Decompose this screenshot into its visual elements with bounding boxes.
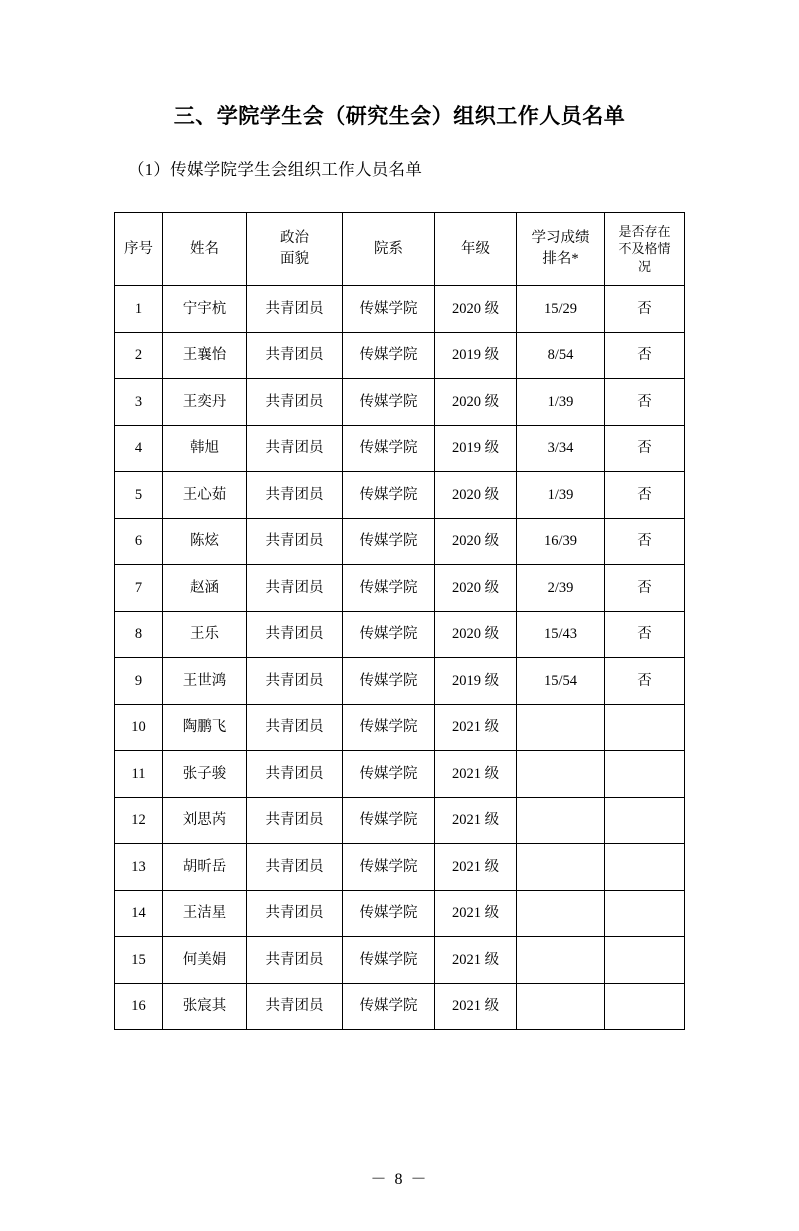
cell-political-status: 共青团员 [247,518,343,565]
column-header-rank-line1: 学习成绩 [531,229,590,246]
cell-rank [517,937,605,984]
table-row [115,379,685,426]
cell-name: 王乐 [163,611,247,658]
cell-failing: 否 [605,379,685,426]
cell-department: 传媒学院 [343,286,435,333]
cell-index: 10 [115,704,163,751]
table-row [115,797,685,844]
cell-grade: 2021 级 [435,844,517,891]
cell-grade: 2019 级 [435,332,517,379]
table-body [115,286,685,1030]
document-page [0,100,799,1231]
cell-failing: 否 [605,425,685,472]
cell-political-status: 共青团员 [247,937,343,984]
cell-political-status: 共青团员 [247,425,343,472]
cell-political-status: 共青团员 [247,983,343,1030]
cell-name: 陶鹏飞 [163,704,247,751]
table-row [115,425,685,472]
section-subtitle: （1）传媒学院学生会组织工作人员名单 [128,160,423,179]
cell-department: 传媒学院 [343,751,435,798]
cell-department: 传媒学院 [343,844,435,891]
cell-department: 传媒学院 [343,379,435,426]
cell-political-status: 共青团员 [247,611,343,658]
table-row [115,565,685,612]
cell-grade: 2019 级 [435,658,517,705]
table-header-row [115,213,685,286]
cell-name: 何美娟 [163,937,247,984]
table-row [115,937,685,984]
cell-index: 7 [115,565,163,612]
cell-rank [517,751,605,798]
column-header-failing-line3: 况 [637,258,651,274]
cell-failing [605,844,685,891]
column-header-political-status [247,213,343,286]
column-header-rank-line2: 排名* [542,251,579,267]
column-header-rank [517,213,605,286]
column-header-political-status-line1: 政治 [280,229,309,246]
cell-failing: 否 [605,565,685,612]
cell-failing: 否 [605,332,685,379]
cell-rank: 3/34 [517,425,605,472]
cell-index: 3 [115,379,163,426]
cell-name: 胡昕岳 [163,844,247,891]
cell-failing: 否 [605,286,685,333]
cell-department: 传媒学院 [343,518,435,565]
cell-rank: 15/54 [517,658,605,705]
cell-department: 传媒学院 [343,797,435,844]
page-title: 三、学院学生会（研究生会）组织工作人员名单 [173,104,626,128]
column-header-failing-line1: 是否存在 [618,223,671,239]
table-row [115,286,685,333]
cell-index: 4 [115,425,163,472]
cell-rank [517,844,605,891]
cell-name: 王世鸿 [163,658,247,705]
cell-name: 王洁星 [163,890,247,937]
cell-department: 传媒学院 [343,332,435,379]
cell-name: 王襄怡 [163,332,247,379]
table-row [115,983,685,1030]
cell-index: 1 [115,286,163,333]
cell-grade: 2020 级 [435,286,517,333]
cell-political-status: 共青团员 [247,658,343,705]
cell-political-status: 共青团员 [247,332,343,379]
cell-political-status: 共青团员 [247,751,343,798]
cell-failing: 否 [605,611,685,658]
cell-grade: 2020 级 [435,518,517,565]
cell-failing [605,983,685,1030]
cell-failing [605,797,685,844]
cell-rank: 16/39 [517,518,605,565]
cell-grade: 2021 级 [435,797,517,844]
cell-rank: 8/54 [517,332,605,379]
cell-rank: 15/43 [517,611,605,658]
column-header-failing [605,213,685,286]
cell-department: 传媒学院 [343,472,435,519]
cell-rank [517,797,605,844]
cell-failing [605,751,685,798]
cell-political-status: 共青团员 [247,890,343,937]
table-row [115,890,685,937]
table-row [115,611,685,658]
cell-failing [605,890,685,937]
cell-department: 传媒学院 [343,565,435,612]
column-header-grade: 年级 [435,213,517,286]
cell-index: 16 [115,983,163,1030]
cell-name: 陈炫 [163,518,247,565]
column-header-failing-line2: 不及格情 [618,241,671,257]
cell-name: 王心茹 [163,472,247,519]
cell-grade: 2020 级 [435,379,517,426]
cell-failing: 否 [605,472,685,519]
cell-grade: 2021 级 [435,751,517,798]
cell-department: 传媒学院 [343,890,435,937]
cell-rank [517,983,605,1030]
cell-index: 14 [115,890,163,937]
cell-rank [517,890,605,937]
cell-grade: 2021 级 [435,890,517,937]
cell-grade: 2020 级 [435,611,517,658]
cell-political-status: 共青团员 [247,472,343,519]
table-row [115,844,685,891]
cell-department: 传媒学院 [343,425,435,472]
column-header-index: 序号 [115,213,163,286]
cell-political-status: 共青团员 [247,379,343,426]
cell-index: 13 [115,844,163,891]
cell-political-status: 共青团员 [247,797,343,844]
cell-index: 9 [115,658,163,705]
cell-name: 韩旭 [163,425,247,472]
table-row [115,751,685,798]
cell-political-status: 共青团员 [247,844,343,891]
cell-name: 宁宇杭 [163,286,247,333]
cell-name: 张宸其 [163,983,247,1030]
cell-political-status: 共青团员 [247,565,343,612]
column-header-name: 姓名 [163,213,247,286]
cell-failing: 否 [605,658,685,705]
cell-rank: 1/39 [517,379,605,426]
roster-table-container [0,212,799,1030]
cell-rank: 1/39 [517,472,605,519]
cell-name: 赵涵 [163,565,247,612]
cell-grade: 2021 级 [435,704,517,751]
cell-rank [517,704,605,751]
cell-failing [605,704,685,751]
cell-political-status: 共青团员 [247,704,343,751]
cell-name: 刘思芮 [163,797,247,844]
cell-grade: 2020 级 [435,472,517,519]
cell-department: 传媒学院 [343,704,435,751]
table-row [115,472,685,519]
cell-index: 2 [115,332,163,379]
table-row [115,704,685,751]
cell-rank: 2/39 [517,565,605,612]
column-header-political-status-line2: 面貌 [280,251,309,267]
table-row [115,332,685,379]
cell-grade: 2020 级 [435,565,517,612]
cell-name: 王奕丹 [163,379,247,426]
table-row [115,658,685,705]
cell-failing [605,937,685,984]
cell-department: 传媒学院 [343,611,435,658]
table-row [115,518,685,565]
cell-index: 8 [115,611,163,658]
cell-index: 6 [115,518,163,565]
cell-failing: 否 [605,518,685,565]
cell-department: 传媒学院 [343,937,435,984]
cell-grade: 2019 级 [435,425,517,472]
cell-rank: 15/29 [517,286,605,333]
cell-grade: 2021 级 [435,983,517,1030]
cell-index: 11 [115,751,163,798]
cell-index: 15 [115,937,163,984]
cell-department: 传媒学院 [343,983,435,1030]
page-number: － 8 － [370,1171,429,1188]
roster-table [114,212,685,1030]
cell-index: 12 [115,797,163,844]
table-header [115,213,685,286]
cell-department: 传媒学院 [343,658,435,705]
cell-index: 5 [115,472,163,519]
cell-name: 张子骏 [163,751,247,798]
column-header-department: 院系 [343,213,435,286]
cell-grade: 2021 级 [435,937,517,984]
cell-political-status: 共青团员 [247,286,343,333]
